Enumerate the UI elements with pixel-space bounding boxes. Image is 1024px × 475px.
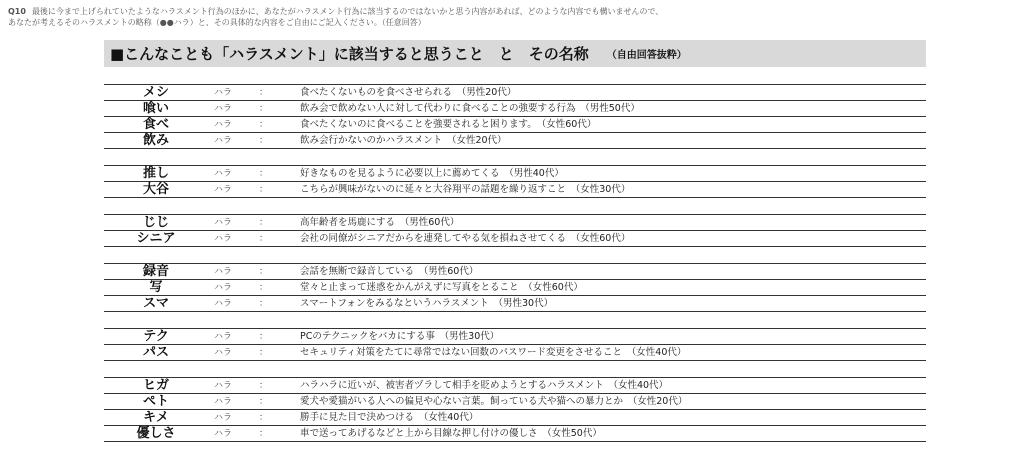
hara-suffix: ハラ (214, 429, 233, 439)
hara-suffix: ハラ (214, 218, 233, 228)
harassment-term: パス (142, 345, 169, 360)
colon-separator: ： (259, 104, 269, 114)
colon-separator: ： (259, 88, 269, 98)
harassment-term: ペト (142, 394, 169, 409)
harassment-description: 会社の同僚がシニアだからを連発してやる気を損ねさせてくる （女性60代） (300, 233, 631, 244)
colon-separator: ： (259, 381, 269, 391)
harassment-term: 飲み (142, 133, 169, 148)
harassment-term: テク (143, 329, 169, 344)
colon-separator: ： (259, 218, 269, 228)
row-group (104, 84, 926, 149)
harassment-list (104, 84, 926, 442)
table-row (104, 393, 926, 409)
table-row (104, 328, 926, 344)
harassment-description: 堂々と止まって迷惑をかんがえずに写真をとること （女性60代） (300, 282, 583, 293)
harassment-description: スマートフォンをみるなというハラスメント （男性30代） (300, 298, 554, 309)
section-title: ■こんなことも「ハラスメント」に該当すると思うこと と その名称 (110, 45, 589, 63)
hara-suffix: ハラ (214, 267, 233, 277)
table-row (104, 263, 926, 279)
question-line-1: Q10 最後に今まで上げられていたようなハラスメント行為のほかに、あなたがハラスメント行為に該当するのではないかと思う内容があれば、どのような内容でも構いませんので、 (8, 7, 664, 16)
table-row (104, 344, 926, 361)
harassment-description: 高年齢者を馬鹿にする （男性60代） (300, 217, 460, 228)
question-text (8, 6, 1008, 28)
colon-separator: ： (259, 299, 269, 309)
row-group (104, 165, 926, 198)
table-row (104, 295, 926, 312)
colon-separator: ： (259, 283, 269, 293)
harassment-term: キメ (143, 410, 169, 425)
harassment-term: 喰い (142, 101, 169, 116)
table-row (104, 409, 926, 425)
colon-separator: ： (259, 169, 269, 179)
table-row (104, 214, 926, 230)
hara-suffix: ハラ (214, 136, 233, 146)
table-row (104, 425, 926, 442)
harassment-description: 飲み会行かないのかハラスメント （女性20代） (300, 135, 507, 146)
colon-separator: ： (259, 397, 269, 407)
table-row (104, 165, 926, 181)
harassment-description: こちらが興味がないのに延々と大谷翔平の話題を繰り返すこと （女性30代） (300, 184, 631, 195)
harassment-term: メシ (142, 85, 169, 100)
colon-separator: ： (259, 429, 269, 439)
colon-separator: ： (259, 136, 269, 146)
colon-separator: ： (259, 413, 269, 423)
colon-separator: ： (259, 120, 269, 130)
table-row (104, 116, 926, 132)
harassment-term: 録音 (142, 264, 169, 279)
hara-suffix: ハラ (214, 381, 233, 391)
harassment-description: 食べたくないものを食べさせられる （男性20代） (300, 87, 517, 98)
table-row (104, 84, 926, 100)
hara-suffix: ハラ (214, 185, 233, 195)
hara-suffix: ハラ (214, 283, 233, 293)
section-header (104, 40, 926, 67)
harassment-term: じじ (142, 215, 169, 230)
hara-suffix: ハラ (214, 169, 233, 179)
harassment-description: ハラハラに近いが、被害者ヅラして相手を貶めようとするハラスメント （女性40代） (300, 380, 669, 391)
harassment-term: 食べ (142, 117, 169, 132)
table-row (104, 279, 926, 295)
harassment-description: 車で送ってあげるなどと上から目線な押し付けの優しさ （女性50代） (300, 428, 602, 439)
harassment-term: 優しさ (136, 426, 176, 441)
hara-suffix: ハラ (214, 413, 233, 423)
harassment-description: 飲み会で飲めない人に対して代わりに食べることの強要する行為 （男性50代） (300, 103, 640, 114)
row-group (104, 263, 926, 312)
harassment-description: 好きなものを見るように必要以上に薦めてくる （男性40代） (300, 168, 564, 179)
hara-suffix: ハラ (214, 397, 233, 407)
hara-suffix: ハラ (214, 348, 233, 358)
table-row (104, 230, 926, 247)
harassment-term: 推し (142, 166, 169, 181)
harassment-description: セキュリティ対策をたてに尋常ではない回数のパスワード変更をさせること （女性40代） (300, 347, 687, 358)
table-row (104, 181, 926, 198)
row-group (104, 328, 926, 361)
hara-suffix: ハラ (214, 120, 233, 130)
table-row (104, 377, 926, 393)
colon-separator: ： (259, 332, 269, 342)
colon-separator: ： (259, 185, 269, 195)
harassment-description: 会話を無断で録音している （男性60代） (300, 266, 479, 277)
table-row (104, 100, 926, 116)
harassment-term: ヒガ (142, 378, 169, 393)
question-line-2: あなたが考えるそのハラスメントの略称（●●ハラ）と、その具体的な内容をご自由にご記入ください。（任意回答） (8, 18, 426, 27)
harassment-description: PCのテクニックをバカにする事 （男性30代） (300, 331, 500, 342)
harassment-description: 食べたくないのに食べることを強要されると困ります。 （女性60代） (300, 119, 597, 130)
colon-separator: ： (259, 348, 269, 358)
question-number: Q10 (8, 7, 26, 16)
harassment-term: スマ (143, 296, 169, 311)
harassment-term: 写 (149, 280, 163, 295)
harassment-term: 大谷 (142, 182, 169, 197)
table-row (104, 132, 926, 149)
hara-suffix: ハラ (214, 332, 233, 342)
hara-suffix: ハラ (214, 88, 233, 98)
harassment-term: シニア (136, 231, 176, 246)
harassment-description: 愛犬や愛猫がいる人への偏見や心ない言葉。飼っている犬や猫への暴力とか （女性20代） (300, 396, 688, 407)
colon-separator: ： (259, 234, 269, 244)
hara-suffix: ハラ (214, 234, 233, 244)
row-group (104, 377, 926, 442)
row-group (104, 214, 926, 247)
harassment-description: 勝手に見た目で決めつける （女性40代） (300, 412, 479, 423)
section-note: （自由回答抜粋） (606, 50, 687, 61)
hara-suffix: ハラ (214, 299, 233, 309)
colon-separator: ： (259, 267, 269, 277)
hara-suffix: ハラ (214, 104, 233, 114)
